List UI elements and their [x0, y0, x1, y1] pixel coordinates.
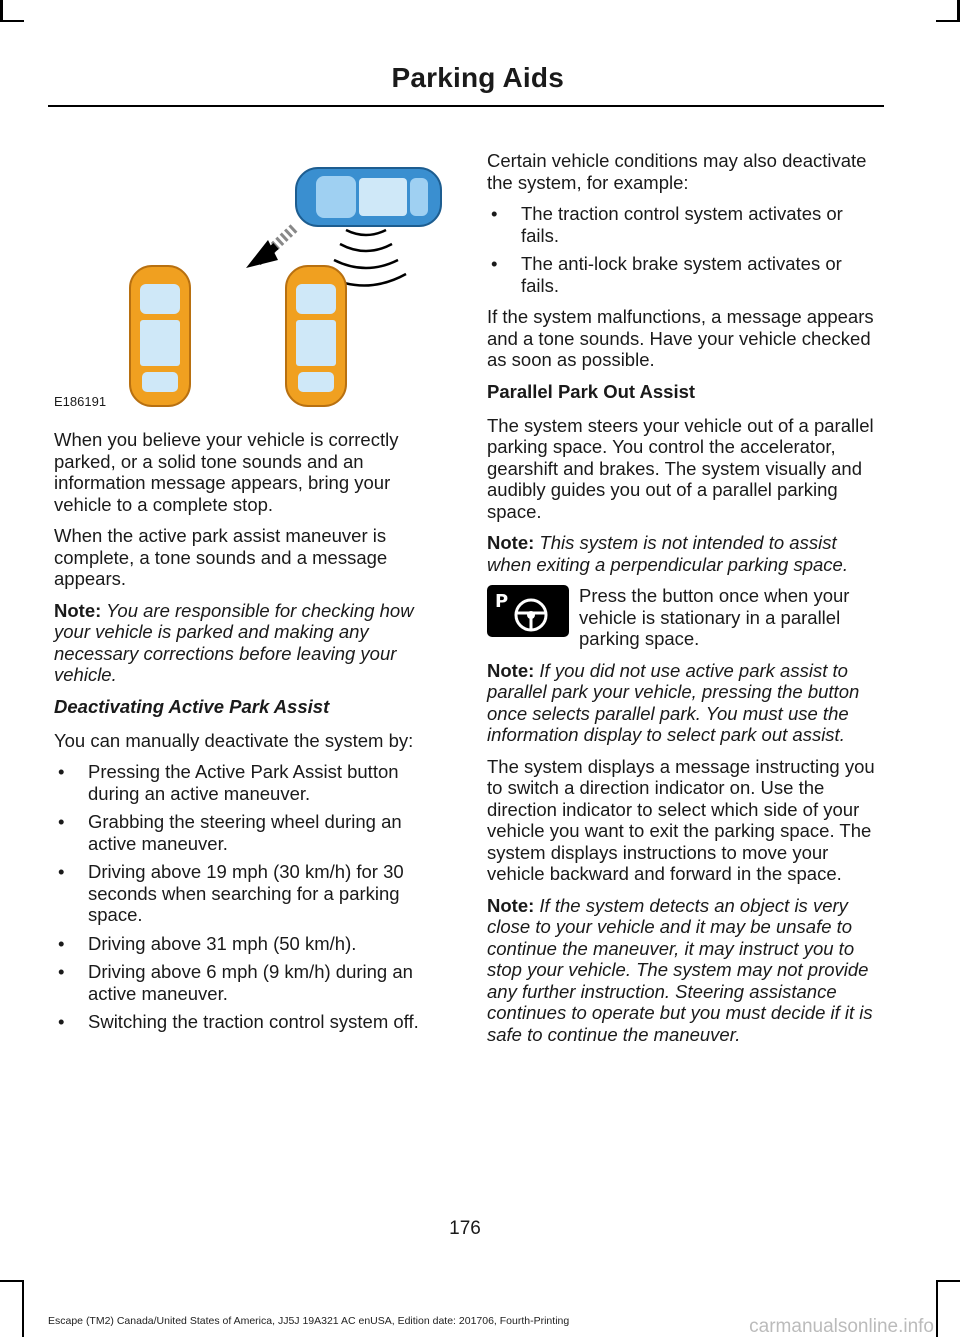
note-label: Note: — [487, 894, 535, 916]
park-assist-figure — [54, 148, 447, 411]
paragraph: The system steers your vehicle out of a parallel parking space. You control the accelerator, gearshift and brakes. The system visually and audibly guides you out of a parallel parking space. — [487, 414, 874, 522]
list-item: • Driving above 19 mph (30 km/h) for 30 seconds when searching for a parking space. — [54, 861, 447, 926]
park-assist-button-icon — [487, 585, 569, 637]
list-item: • Driving above 6 mph (9 km/h) during an active maneuver. — [54, 961, 447, 1004]
left-column — [54, 148, 447, 1043]
crop-mark — [936, 1280, 960, 1282]
crop-mark — [936, 20, 960, 22]
list-item: • Grabbing the steering wheel during an active maneuver. — [54, 811, 447, 854]
right-column — [487, 150, 880, 1055]
note-text: If you did not use active park assist to parallel park your vehicle, pressing the button once selects parallel park. You must use the information display to select park out assist. — [487, 659, 860, 745]
note-label: Note: — [487, 532, 535, 553]
orange-car — [130, 266, 190, 406]
section-heading: Deactivating Active Park Assist — [54, 695, 330, 717]
list-item: • Switching the traction control system off. — [54, 1011, 447, 1033]
list-item: • Driving above 31 mph (50 km/h). — [54, 933, 447, 955]
blue-car — [296, 168, 441, 226]
note-text: If the system detects an object is very close to your vehicle and it may be unsafe to continue the maneuver, it may instruct you to stop your vehicle. The system may not provide any further instruction. Steering assistance continues to operate but you must decide if it is safe to continue the maneuver. — [487, 894, 873, 1045]
paragraph: When the active park assist maneuver is complete, a tone sounds and a message appears. — [54, 525, 388, 589]
orange-car — [286, 266, 346, 406]
crop-mark — [0, 20, 24, 22]
list-item: • Pressing the Active Park Assist button during an active maneuver. — [54, 761, 447, 804]
page-title: Parking Aids — [391, 62, 564, 93]
paragraph: You can manually deactivate the system by: — [54, 729, 414, 751]
crop-mark — [936, 1282, 938, 1337]
figure-id: E186191 — [54, 394, 107, 409]
edition-footer: Escape (TM2) Canada/United States of America, JJ5J 19A321 AC enUSA, Edition date: 201706, Fourth-Printing — [48, 1315, 570, 1327]
paragraph: If the system malfunctions, a message appears and a tone sounds. Have your vehicle checked as soon as possible. — [487, 306, 874, 370]
note-label: Note: — [487, 659, 535, 681]
note — [487, 895, 880, 1046]
note-label: Note: — [54, 599, 102, 621]
button-instruction — [487, 585, 880, 650]
bullet-list — [487, 203, 880, 296]
note — [487, 532, 880, 575]
bullet-list — [54, 761, 447, 1033]
page-number: 176 — [449, 1218, 481, 1239]
crop-mark — [22, 1282, 24, 1337]
crop-mark — [0, 1280, 24, 1282]
header-divider — [48, 105, 884, 107]
section-heading: Parallel Park Out Assist — [487, 380, 696, 402]
crop-mark — [0, 0, 3, 20]
note-text: You are responsible for checking how your vehicle is parked and making any necessary corrections before leaving your vehicle. — [54, 599, 414, 685]
list-item: • The traction control system activates or fails. — [487, 203, 880, 246]
watermark: carmanualsonline.info — [749, 1316, 934, 1337]
note-text: This system is not intended to assist when exiting a perpendicular parking space. — [487, 532, 848, 575]
note — [487, 660, 880, 746]
paragraph: Certain vehicle conditions may also deactivate the system, for example: — [487, 150, 867, 193]
note — [54, 600, 447, 686]
svg-text:P: P — [495, 591, 509, 612]
paragraph: When you believe your vehicle is correctly parked, or a solid tone sounds and an information message appears, bring your vehicle to a complete stop. — [54, 429, 399, 515]
direction-arrow — [246, 228, 294, 268]
active-park-assist-illustration — [54, 148, 447, 411]
paragraph: Press the button once when your vehicle is stationary in a parallel parking space. — [579, 585, 850, 649]
list-item: • The anti-lock brake system activates or fails. — [487, 253, 880, 296]
paragraph: The system displays a message instructing you to switch a direction indicator on. Use the direction indicator to select which side of your vehicle you want to exit the parking space. The system displays instructions to move your vehicle backward and forward in the space. — [487, 755, 875, 884]
steering-wheel-p-icon — [487, 585, 569, 637]
